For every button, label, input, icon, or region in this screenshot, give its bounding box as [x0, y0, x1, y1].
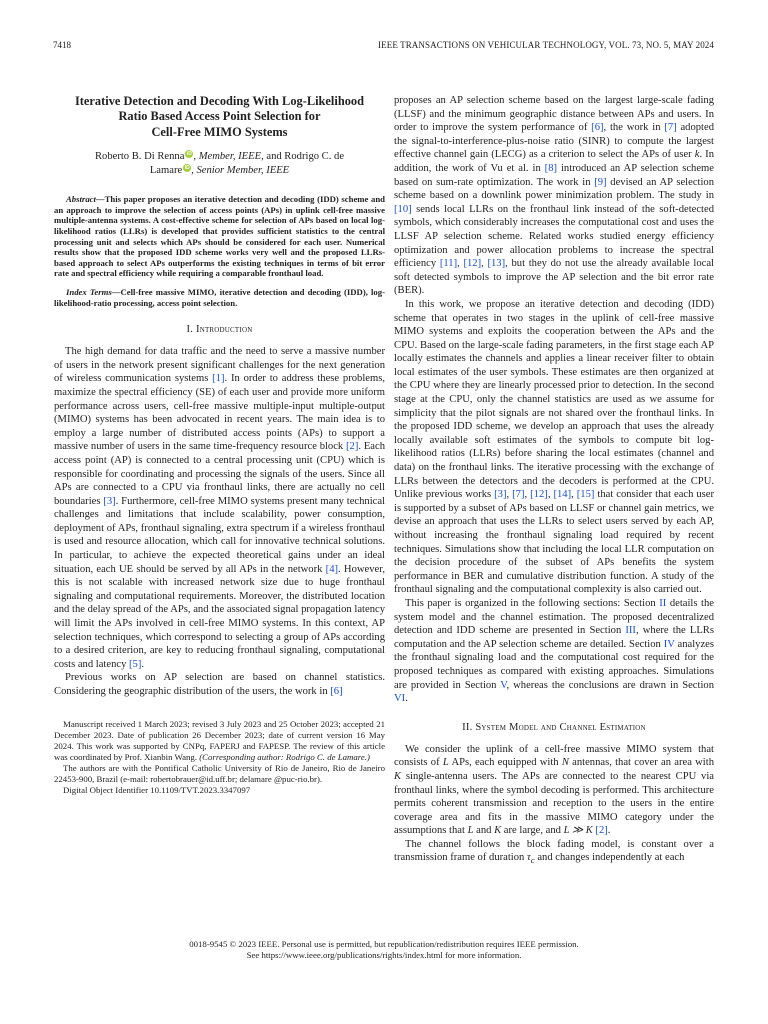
citation-link[interactable]: [9]	[594, 176, 607, 188]
left-column	[54, 94, 385, 796]
right-paragraph-3	[394, 597, 714, 706]
math-expression: L ≫ K	[563, 825, 593, 837]
author-name-2: Lamare	[149, 165, 183, 177]
section-heading-intro	[54, 324, 385, 335]
section-link[interactable]: V	[500, 679, 507, 691]
citation-link[interactable]: [12]	[530, 489, 548, 501]
citation-link[interactable]: [7]	[512, 489, 525, 501]
text-run: details the system model and the channel estimation. The proposed decentralized detection and IDD scheme are presented in Section	[394, 597, 714, 637]
copyright-line-2[interactable]: See https://www.ieee.org/publications/rights/index.html for more information.	[246, 950, 522, 960]
text-run: We consider the uplink of a cell-free massive MIMO system that consists of	[394, 743, 714, 769]
text-run: In this work, we propose an iterative detection and decoding (IDD) scheme that operates in two stages in the uplink of cell-free massive MIMO systems and exploits the cooperation between the APs and the CPU. Based on the large-scale fading parameters, in the first stage each AP locally estimates the channels and applies a linear receiver filter to obtain local estimates of the user symbols. These estimates are then organized at the CPU where they are linearly processed prior to detection. In the second stage at the CPU, only the channel statistics are used as we assume for simplicity that the pilot signals are not shared over the fronthaul links. In the proposed IDD scheme, we develop an approach that uses the already locally available soft estimates of the symbols to compute bit log-likelihood ratios (LLRs) before sharing the local estimates (channel and data) on the fronthaul links. The iterative processing with the exchange of LLRs between the detectors and the decoders is performed at the CPU. Unlike previous works	[394, 298, 714, 501]
text-run: .	[405, 693, 408, 705]
text-run: introduced an AP selection scheme based on sum-rate optimization. The work in	[394, 162, 714, 188]
title-line-2: Ratio Based Access Point Selection for	[118, 109, 321, 124]
section-heading-system-model	[394, 722, 714, 733]
text-run: adopted the signal-to-interference-plus-noise ratio (SINR) to compute the largest effective channel gain (LECG) as a criterion to select the APs of user	[394, 122, 714, 161]
math-symbol: L	[467, 825, 474, 837]
math-symbol: k	[694, 149, 700, 161]
citation-link[interactable]: [3]	[103, 495, 116, 507]
right-paragraph-2	[394, 298, 714, 597]
math-symbol: N	[561, 757, 569, 769]
section-link[interactable]: IV	[663, 638, 675, 650]
text-run: The channel follows the block fading model, is constant over a transmission frame of duration	[394, 838, 714, 864]
math-symbol: K	[394, 770, 402, 782]
right-paragraph-1	[394, 94, 714, 298]
text-run: APs, each equipped with	[448, 757, 562, 769]
section-title: Introduction	[195, 324, 253, 336]
footnote-manuscript	[54, 719, 385, 763]
math-symbol: L	[442, 757, 449, 769]
text-run: , whereas the conclusions are drawn in Section	[506, 679, 714, 691]
text-run: . In order to address these problems, maximize the spectral efficiency (SE) of each user and provide more uniform performance across users, cell-free massive multiple-input multiple-output (MIMO) systems has been advocated in recent years. The main idea is to employ a large number of distributed access points (APs) to support a massive number of users in the same time-frequency resource block	[54, 373, 385, 453]
section-link[interactable]: II	[659, 597, 667, 609]
text-run: ,	[524, 489, 531, 501]
text-run: This paper is organized in the following sections: Section	[405, 597, 660, 609]
citation-link[interactable]: [12]	[463, 258, 482, 270]
text-run: ,	[547, 489, 554, 501]
citation-link[interactable]: [13]	[487, 258, 506, 270]
section-link[interactable]: III	[625, 625, 636, 637]
citation-link[interactable]: [2]	[346, 441, 359, 453]
abstract-label: Abstract—	[66, 194, 105, 205]
citation-link[interactable]: [7]	[664, 122, 677, 134]
text-run: The high demand for data traffic and the need to serve a massive number of users in the network present significant challenges for the next generation of wireless communication systems	[54, 346, 385, 385]
text-run: are large, and	[501, 825, 564, 837]
citation-link[interactable]: [14]	[553, 489, 572, 501]
right-column	[394, 94, 714, 868]
citation-link[interactable]: [6]	[330, 686, 343, 697]
text-run: .	[607, 825, 611, 837]
section-link[interactable]: VI	[394, 693, 406, 705]
abstract-text: This paper proposes an iterative detection and decoding (IDD) scheme and an approach to improve the selection of access points (APs) in uplink cell-free massive multiple-antenna systems. A cost-effective scheme for selection of APs based on local log-likelihood ratios (LLRs) is developed that provides sufficient statistics to the central processing unit and selects which APs should be considered for each user. Numerical results show that the proposed IDD scheme works very well and the proposed LLRs-based approach to select APs outperforms the existing techniques in terms of bit error rate and spectral efficiency while requiring a comparable fronthaul load.	[54, 194, 385, 279]
system-model-paragraph-1	[394, 743, 714, 838]
title-line-1: Iterative Detection and Decoding With Log-Likelihood	[74, 94, 364, 108]
citation-link[interactable]: [3]	[494, 489, 507, 501]
text-run: , but they do not use the already available local soft detected symbols to improve the AP selection and the bit error rate (BER).	[394, 258, 714, 297]
text-run: , where the LLRs computation and the AP selection scheme are detailed. Section	[394, 625, 714, 650]
citation-link[interactable]: [11]	[439, 258, 458, 270]
citation-link[interactable]: [1]	[212, 373, 225, 385]
intro-paragraph-1	[54, 345, 385, 671]
text-run: ,	[481, 258, 488, 270]
text-run: devised an AP selection scheme based on a downlink power minimization problem. The study in	[394, 176, 715, 202]
author-role-2: , Senior Member, IEEE	[191, 165, 290, 177]
copyright-notice	[0, 939, 768, 961]
footnote	[54, 719, 385, 796]
text-run: analyzes the fronthaul signaling load and the computational cost required for the proposed techniques as compared with existing approaches. Simulations are provided in Section	[394, 638, 715, 691]
text-run: , the work in	[603, 122, 665, 134]
section-number: II.	[462, 721, 473, 733]
text-run: . Each access point (AP) is connected to a central processing unit (CPU) which is responsible for coordinating and processing the signals of the users. Since all APs are connected to a CPU via fronthaul links, there are actually no cell boundaries	[54, 441, 385, 507]
citation-link[interactable]: [15]	[576, 489, 595, 501]
text-run: sends local LLRs on the fronthaul link instead of the soft-detected symbols, which considerably increases the computational cost and uses the LLSF AP selection scheme. Related works studied energy efficiency optimization and power allocation problems to increase the spectral efficiency	[394, 203, 714, 270]
citation-link[interactable]: [5]	[129, 658, 142, 670]
running-head: IEEE TRANSACTIONS ON VEHICULAR TECHNOLOGY, VOL. 73, NO. 5, MAY 2024	[378, 40, 714, 50]
index-terms-label: Index Terms—	[66, 286, 121, 297]
index-terms	[54, 287, 385, 308]
author-role-1: , Member, IEEE,	[193, 151, 264, 163]
section-number: I.	[186, 324, 194, 336]
math-symbol: K	[494, 825, 502, 837]
text-run: antennas, that cover an area with	[568, 757, 714, 769]
footnote-doi[interactable]: Digital Object Identifier 10.1109/TVT.2023.3347097	[63, 784, 251, 795]
orcid-icon[interactable]: iD	[184, 165, 190, 172]
author-name-1: Roberto B. Di Renna	[94, 151, 185, 163]
title-line-3: Cell-Free MIMO Systems	[151, 124, 288, 139]
copyright-line-1: 0018-9545 © 2023 IEEE. Personal use is permitted, but republication/redistribution requires IEEE permission.	[189, 939, 579, 949]
text-run: ,	[571, 489, 577, 501]
section-title: System Model and Channel Estimation	[475, 721, 646, 733]
text-run: Previous works on AP selection are based on channel statistics. Considering the geographic distribution of the users, the work in	[54, 672, 385, 697]
author-and: and Rodrigo C. de	[263, 151, 345, 163]
text-run: . However, this is not scalable with increased network size due to huge fronthaul signaling and computational requirements. Moreover, the distributed location and the delay spread of the APs, and the associated signal propagation latency will limit the APs involved in cell-free MIMO systems. In this context, AP selection techniques, which correspond to selecting a group of APs according to a desired criterion, are key to reducing fronthaul signaling, computational costs and latency	[54, 563, 385, 670]
orcid-icon[interactable]: iD	[186, 151, 192, 158]
abstract	[54, 194, 385, 279]
text-run: Manuscript received 1 March 2023; revised 3 July 2023 and 25 October 2023; accepted 21 December 2023. Date of publication 26 December 2023; date of current version 16 May 2024. This work was supported by CNPq, FAPERJ and FAPESP. The review of this article was coordinated by Prof. Xianbin Wang.	[54, 718, 385, 762]
text-run: and	[473, 825, 495, 837]
index-terms-text: Cell-free massive MIMO, iterative detection and decoding (IDD), log-likelihood-ratio processing, access point selection.	[54, 286, 385, 308]
text-run: and changes independently at each	[534, 852, 685, 864]
text-run: single-antenna users. The APs are connected to the nearest CPU via fronthaul links, where the symbol decoding is performed. This architecture permits coherent transmission and reception to the users in the entire coverage area and fits in the massive MIMO category under the assumptions that	[394, 770, 714, 837]
math-symbol: τ	[526, 852, 531, 864]
text-run: ,	[457, 258, 464, 270]
text-run: . In addition, the work of Vu et al. in	[394, 149, 714, 174]
paper-title	[54, 94, 385, 140]
text-run: that consider that each user is supported by a subset of APs based on LLSF or channel gain metrics, we devise an approach that uses the LLRs to select users served by each AP, without increasing the fronthaul signaling load required by recent techniques. Simulations show that including the local LLR computation on the decision procedure of the subset of APs benefits the system performance in BER and cumulative distribution function. A study of the fronthaul signaling and the computational complexity is also carried out.	[394, 489, 715, 596]
math-subscript: c	[530, 855, 535, 866]
intro-paragraph-2	[54, 671, 385, 698]
system-model-paragraph-2	[394, 838, 714, 868]
text-run: . Furthermore, cell-free MIMO systems present many technical challenges and limitations that include scalability, power consumption, deployment of APs, fronthaul signaling, extra spectrum if a wireless fronthaul is used and resource allocation, which call for innovative technical solutions. In particular, to achieve the expected theoretical gains under an ideal situation, each UE should be served by all APs in the network	[54, 495, 385, 575]
text-run: ,	[506, 489, 513, 501]
citation-link[interactable]: [6]	[591, 122, 604, 134]
citation-link[interactable]: [8]	[544, 162, 558, 174]
author-list	[54, 150, 385, 178]
footnote-affiliation: The authors are with the Pontifical Catholic University of Rio de Janeiro, Rio de Janeiro 22453-900, Brazil (e-mail: robertobrauer@id.uff.br; delamare @puc-rio.br).	[54, 762, 385, 784]
page-number: 7418	[53, 40, 71, 50]
citation-link[interactable]: [10]	[394, 203, 412, 215]
citation-link[interactable]: [4]	[325, 563, 339, 575]
text-run: .	[141, 658, 145, 670]
text-run: proposes an AP selection scheme based on the largest large-scale fading (LLSF) and the minimum geographic distance between APs and users. In order to improve the system performance of	[394, 95, 714, 134]
corresponding-author: (Corresponding author: Rodrigo C. de Lamare.)	[199, 751, 370, 762]
citation-link[interactable]: [2]	[595, 825, 608, 837]
